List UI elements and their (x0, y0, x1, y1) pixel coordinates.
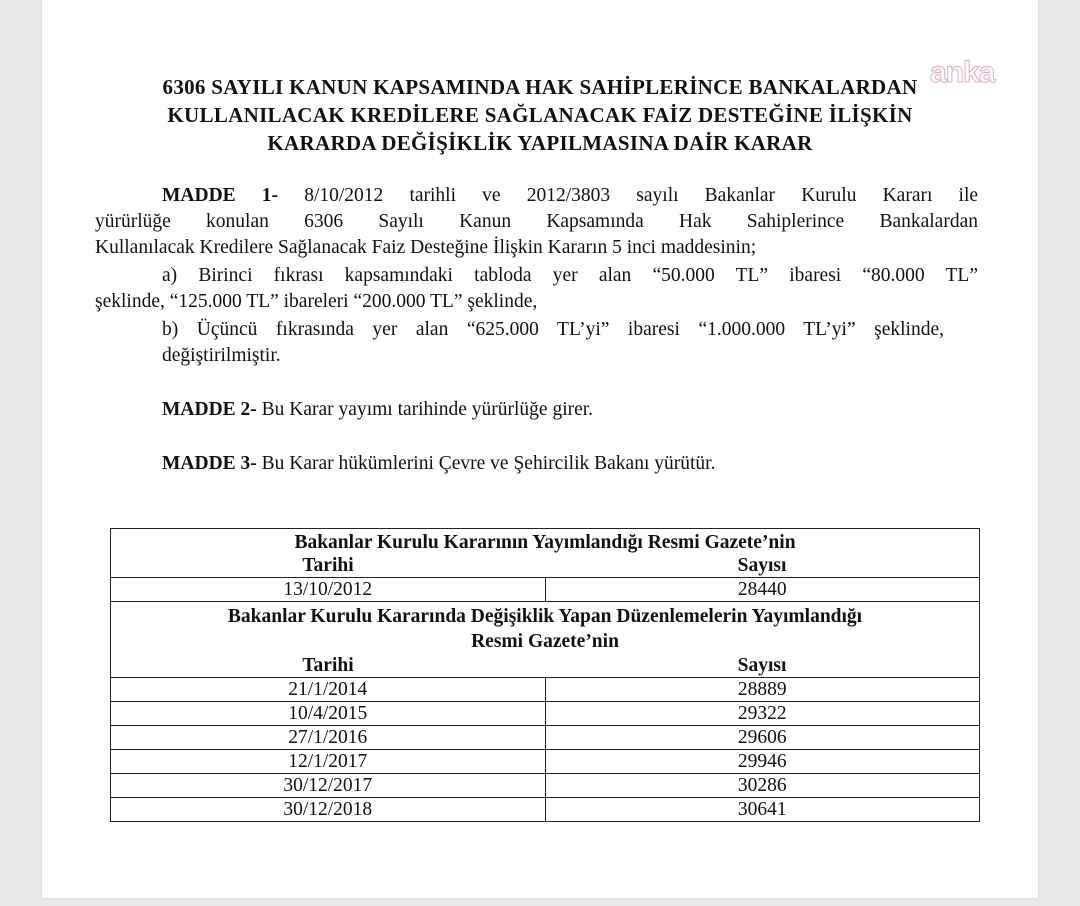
madde1-line3: Kullanılacak Kredilere Sağlanacak Faiz Desteğine İlişkin Kararın 5 inci maddesinin; (95, 237, 757, 258)
madde2-text: Bu Karar yayımı tarihinde yürürlüğe girer. (261, 399, 594, 420)
table-row (111, 750, 980, 774)
amendment-date-cell: 27/1/2016 (111, 726, 546, 750)
amendment-date-cell: 30/12/2018 (111, 798, 546, 822)
table-row (111, 678, 980, 702)
title-line-2: KULLANILACAK KREDİLERE SAĞLANACAK FAİZ DESTEĞİNE İLİŞKİN (167, 103, 913, 127)
anka-watermark-logo: anka (930, 56, 995, 89)
amendment-date-cell: 10/4/2015 (111, 702, 546, 726)
col-header-date: Tarihi (111, 554, 546, 578)
col-header-date-2: Tarihi (111, 654, 546, 678)
title-line-1: 6306 SAYILI KANUN KAPSAMINDA HAK SAHİPLERİNCE BANKALARDAN (162, 75, 918, 99)
col-header-number: Sayısı (545, 554, 980, 578)
amendment-number-cell: 29322 (545, 702, 980, 726)
resmi-gazete-table (110, 528, 980, 822)
amendment-number-cell: 29946 (545, 750, 980, 774)
madde1-line1-text: 8/10/2012 tarihli ve 2012/3803 sayılı Bakanlar Kurulu Kararı ile (304, 185, 979, 206)
madde1-line2: yürürlüğe konulan 6306 Sayılı Kanun Kapsamında Hak Sahiplerince Bankalardan (95, 211, 978, 232)
amendment-date-cell: 21/1/2014 (111, 678, 546, 702)
madde1-b-line2: değiştirilmiştir. (162, 345, 281, 366)
table-row (111, 578, 980, 602)
madde1-a-line1: a) Birinci fıkrası kapsamındaki tabloda yer alan “50.000 TL” ibaresi “80.000 TL” (162, 265, 978, 286)
madde2 (162, 397, 962, 423)
document-title (0, 73, 1080, 157)
madde3-label: MADDE 3- (162, 453, 257, 474)
table-row (111, 702, 980, 726)
madde1-label: MADDE 1- (162, 185, 279, 206)
amendment-number-cell: 30641 (545, 798, 980, 822)
table-row (111, 774, 980, 798)
madde1-a-line2: şeklinde, “125.000 TL” ibareleri “200.000 TL” şeklinde, (95, 291, 538, 312)
table-header-amendments (111, 602, 980, 655)
amendment-number-cell: 28889 (545, 678, 980, 702)
table-header-amendments-line1: Bakanlar Kurulu Kararında Değişiklik Yapan Düzenlemelerin Yayımlandığı (227, 606, 863, 627)
original-number-cell: 28440 (545, 578, 980, 602)
amendment-number-cell: 30286 (545, 774, 980, 798)
madde2-label: MADDE 2- (162, 399, 257, 420)
amendment-date-cell: 30/12/2017 (111, 774, 546, 798)
madde1-b-line1: b) Üçüncü fıkrasında yer alan “625.000 TL’yi” ibaresi “1.000.000 TL’yi” şeklinde, (162, 319, 944, 340)
madde3-text: Bu Karar hükümlerini Çevre ve Şehircilik Bakanı yürütür. (261, 453, 716, 474)
amendment-date-cell: 12/1/2017 (111, 750, 546, 774)
table-header-amendments-line2: Resmi Gazete’nin (471, 631, 619, 652)
col-header-number-2: Sayısı (545, 654, 980, 678)
table-header-original: Bakanlar Kurulu Kararının Yayımlandığı Resmi Gazete’nin (111, 529, 980, 555)
madde3 (162, 451, 962, 477)
original-date-cell: 13/10/2012 (111, 578, 546, 602)
table-row (111, 726, 980, 750)
title-line-3: KARARDA DEĞİŞİKLİK YAPILMASINA DAİR KARAR (267, 131, 813, 155)
amendment-number-cell: 29606 (545, 726, 980, 750)
madde1-line1 (162, 183, 978, 209)
table-row (111, 798, 980, 822)
